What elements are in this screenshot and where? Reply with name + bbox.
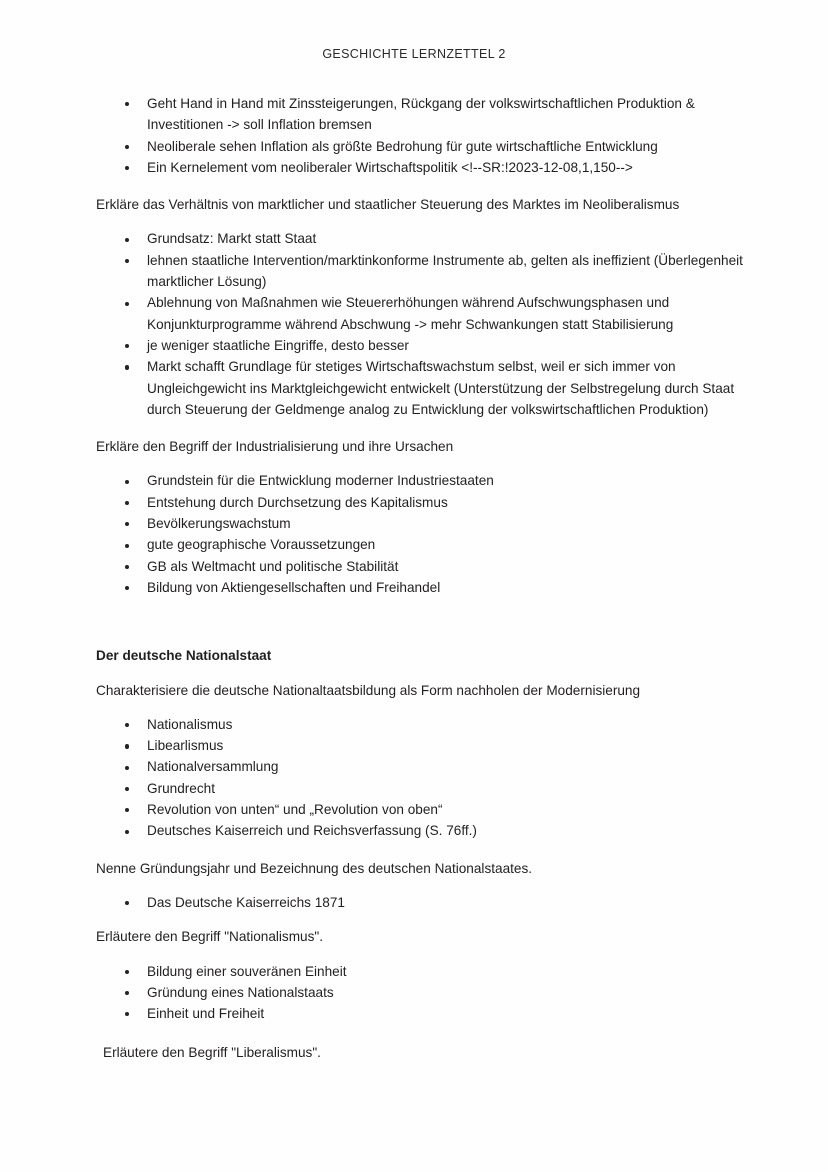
charakterisiere-list: [96, 714, 744, 842]
list-item: Ein Kernelement vom neoliberaler Wirtschaftspolitik <!--SR:!2023-12-08,1,150-->: [96, 157, 744, 178]
list-item: Bevölkerungswachstum: [96, 513, 744, 534]
question-industrialisierung: Erkläre den Begriff der Industrialisierung und ihre Ursachen: [96, 439, 454, 455]
industrialisierung-list: [96, 470, 744, 598]
list-item: Bildung von Aktiengesellschaften und Freihandel: [96, 577, 744, 598]
section-heading-nationalstaat: Der deutsche Nationalstaat: [96, 648, 272, 664]
list-item: gute geographische Voraussetzungen: [96, 534, 744, 555]
spacer: [96, 457, 744, 470]
spacer: [96, 215, 744, 228]
question-liberalismus: Erläutere den Begriff "Liberalismus".: [103, 1045, 321, 1061]
spacer: [96, 701, 744, 714]
list-item: Nationalismus: [96, 714, 744, 735]
spacer: [96, 178, 744, 194]
list-item: Grundrecht: [96, 778, 744, 799]
list-item: Geht Hand in Hand mit Zinssteigerungen, Rückgang der volkswirtschaftlichen Produktion & Investitionen -> soll Inflation bremsen: [96, 93, 744, 136]
question-charakterisiere: Charakterisiere die deutsche Nationaltaatsbildung als Form nachholen der Modernisierung: [96, 682, 641, 698]
list-item: Gründung eines Nationalstaats: [96, 982, 744, 1003]
list-item: GB als Weltmacht und politische Stabilität: [96, 556, 744, 577]
spacer: [96, 913, 744, 926]
document-body: [96, 93, 744, 1064]
neoliberalism-intro-list: [96, 93, 744, 178]
page-header: GESCHICHTE LERNZETTEL 2: [322, 47, 506, 61]
question-nationalismus: Erläutere den Begriff "Nationalismus".: [96, 929, 324, 945]
verhaeltnis-list: [96, 228, 744, 420]
spacer: [96, 598, 744, 645]
spacer: [96, 420, 744, 436]
list-item: Deutsches Kaiserreich und Reichsverfassung (S. 76ff.): [96, 820, 744, 841]
list-item: Libearlismus: [96, 735, 744, 756]
nationalismus-list: [96, 961, 744, 1025]
list-item: je weniger staatliche Eingriffe, desto besser: [96, 335, 744, 356]
list-item: Einheit und Freiheit: [96, 1003, 744, 1024]
list-item: Das Deutsche Kaiserreichs 1871: [96, 892, 744, 913]
list-item: Markt schafft Grundlage für stetiges Wirtschaftswachstum selbst, weil er sich immer von Ungleichgewicht ins Marktgleichgewicht entwickelt (Unterstützung der Selbstregelung durch Staat durch Steuerung der Geldmenge analog zu Entwicklung der volkswirtschaftlichen Produktion): [96, 356, 744, 420]
list-item: Revolution von unten“ und „Revolution von oben“: [96, 799, 744, 820]
list-item: lehnen staatliche Intervention/marktinkonforme Instrumente ab, gelten als ineffizient (Überlegenheit marktlicher Lösung): [96, 250, 744, 293]
spacer: [96, 667, 744, 680]
spacer: [96, 948, 744, 961]
spacer: [96, 879, 744, 892]
spacer: [96, 1024, 744, 1042]
question-gruendungsjahr: Nenne Gründungsjahr und Bezeichnung des deutschen Nationalstaates.: [96, 860, 533, 876]
list-item: Nationalversammlung: [96, 756, 744, 777]
spacer: [96, 842, 744, 858]
list-item: Grundsatz: Markt statt Staat: [96, 228, 744, 249]
list-item: Ablehnung von Maßnahmen wie Steuererhöhungen während Aufschwungsphasen und Konjunkturprogramme während Abschwung -> mehr Schwankungen statt Stabilisierung: [96, 292, 744, 335]
list-item: Entstehung durch Durchsetzung des Kapitalismus: [96, 492, 744, 513]
list-item: Grundstein für die Entwicklung moderner Industriestaaten: [96, 470, 744, 491]
gruendungsjahr-list: [96, 892, 744, 913]
question-verhaeltnis: Erkläre das Verhältnis von marktlicher und staatlicher Steuerung des Marktes im Neoliberalismus: [96, 197, 680, 213]
list-item: Bildung einer souveränen Einheit: [96, 961, 744, 982]
list-item: Neoliberale sehen Inflation als größte Bedrohung für gute wirtschaftliche Entwicklung: [96, 136, 744, 157]
